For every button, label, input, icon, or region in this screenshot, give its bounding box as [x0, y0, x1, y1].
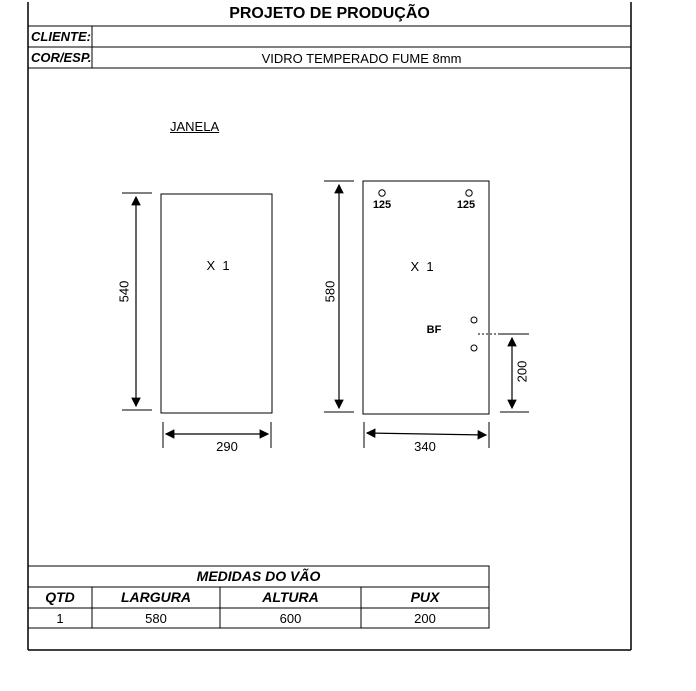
table-title: MEDIDAS DO VÃO — [196, 568, 321, 584]
cor-label: COR/ESP. — [31, 50, 92, 65]
table-cell-pux: 200 — [414, 611, 436, 626]
lock-label: BF — [426, 324, 442, 336]
hole-top-left — [379, 190, 385, 196]
piece1-height-label: 540 — [116, 280, 132, 303]
hole-right-label: 125 — [456, 199, 476, 211]
lock-hole-bottom — [471, 345, 477, 351]
table-header-qtd: QTD — [45, 589, 75, 605]
piece1-qty-label: X 1 — [206, 258, 230, 273]
hole-top-right — [466, 190, 472, 196]
cliente-label: CLIENTE: — [31, 29, 91, 44]
table-cell-qtd: 1 — [56, 611, 64, 626]
table-header-pux: PUX — [410, 589, 440, 605]
piece2-width-label: 340 — [414, 439, 436, 454]
table-cell-largura: 580 — [145, 611, 167, 626]
piece2-height-label: 580 — [322, 280, 338, 303]
lock-height-label: 200 — [514, 360, 530, 383]
table-header-altura: ALTURA — [262, 589, 319, 605]
piece2-width-arrow — [367, 433, 486, 435]
piece1-outline — [161, 194, 272, 413]
piece2-qty-label: X 1 — [410, 259, 434, 274]
piece1-width-label: 290 — [216, 439, 238, 454]
page-title: PROJETO DE PRODUÇÃO — [229, 5, 430, 22]
hole-left-label: 125 — [372, 199, 392, 211]
lock-hole-top — [471, 317, 477, 323]
table-header-largura: LARGURA — [121, 589, 191, 605]
piece2-outline — [363, 181, 489, 414]
cor-value: VIDRO TEMPERADO FUME 8mm — [261, 51, 462, 66]
drawing-label: JANELA — [170, 119, 220, 134]
table-cell-altura: 600 — [279, 611, 302, 626]
